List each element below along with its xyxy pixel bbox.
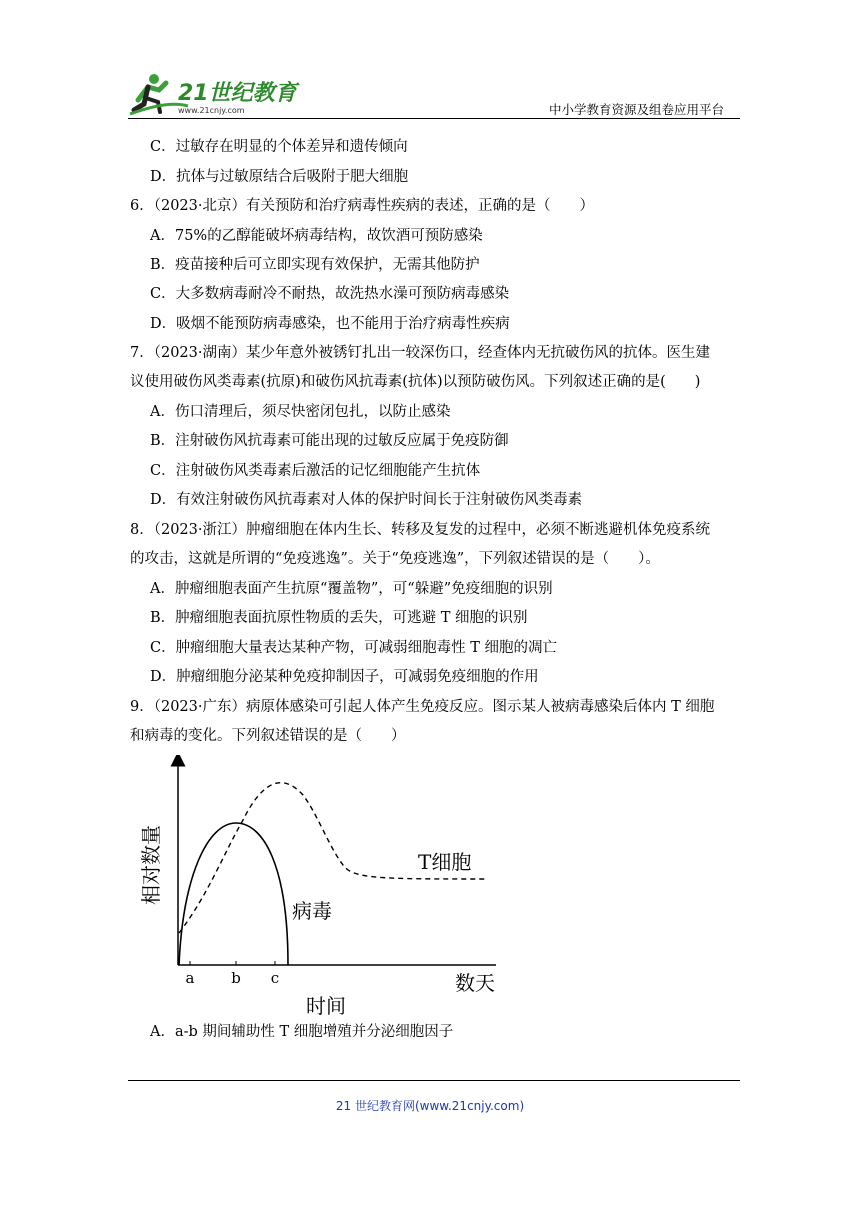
footer-text[interactable]: 21 世纪教育网(www.21cnjy.com) <box>335 1099 525 1113</box>
q8-option-a: A．肿瘤细胞表面产生抗原“覆盖物”，可“躲避”免疫细胞的识别 <box>150 581 553 597</box>
tick-label-c: c <box>270 969 280 987</box>
q8-stem-line1: 8．（2023·浙江）肿瘤细胞在体内生长、转移及复发的过程中，必须不断逃避机体免疫系统 <box>130 522 710 538</box>
virus-tcell-chart <box>128 755 528 1025</box>
q6-option-c: C．大多数病毒耐冷不耐热，故洗热水澡可预防病毒感染 <box>150 286 510 302</box>
virus-curve <box>179 823 288 965</box>
q8-option-d: D．肿瘤细胞分泌某种免疫抑制因子，可减弱免疫细胞的作用 <box>150 669 539 685</box>
q8-stem-line2: 的攻击，这就是所谓的“免疫逃逸”。关于“免疫逃逸”，下列叙述错误的是（ ）。 <box>130 551 660 567</box>
q6-option-a: A．75%的乙醇能破坏病毒结构，故饮酒可预防感染 <box>150 228 483 244</box>
y-axis-label: 相对数量 <box>139 825 163 905</box>
page-header <box>128 66 740 118</box>
q7-option-d: D．有效注射破伤风抗毒素对人体的保护时间长于注射破伤风类毒素 <box>150 492 583 508</box>
x-axis-label: 时间 <box>306 994 346 1018</box>
q5-option-d: D．抗体与过敏原结合后吸附于肥大细胞 <box>150 169 409 185</box>
footer-divider <box>128 1080 740 1081</box>
q7-option-a: A．伤口清理后，须尽快密闭包扎，以防止感染 <box>150 404 451 420</box>
tick-label-b: b <box>231 969 241 987</box>
q7-option-b: B．注射破伤风抗毒素可能出现的过敏反应属于免疫防御 <box>150 433 509 449</box>
x-end-label: 数天 <box>455 971 495 995</box>
q7-option-c: C．注射破伤风类毒素后激活的记忆细胞能产生抗体 <box>150 463 481 479</box>
q6-option-d: D．吸烟不能预防病毒感染，也不能用于治疗病毒性疾病 <box>150 316 510 332</box>
q9-stem-line2: 和病毒的变化。下列叙述错误的是（ ） <box>130 728 406 744</box>
q9-stem-line1: 9．（2023·广东）病原体感染可引起人体产生免疫反应。图示某人被病毒感染后体内 T 细胞 <box>130 699 715 715</box>
header-divider <box>128 118 740 119</box>
logo-text: 21世纪教育 <box>178 81 297 106</box>
tick-label-a: a <box>185 969 195 987</box>
q7-stem-line1: 7．（2023·湖南）某少年意外被锈钉扎出一较深伤口，经查体内无抗破伤风的抗体。医生建 <box>130 345 710 361</box>
series-label-virus: 病毒 <box>292 899 332 923</box>
logo <box>128 70 308 116</box>
q6-stem: 6．（2023·北京）有关预防和治疗病毒性疾病的表述，正确的是（ ） <box>130 198 594 214</box>
q5-option-c: C．过敏存在明显的个体差异和遗传倾向 <box>150 139 408 155</box>
q6-option-b: B．疫苗接种后可立即实现有效保护，无需其他防护 <box>150 257 480 273</box>
series-label-t-cell: T细胞 <box>418 850 472 874</box>
logo-url: www.21cnjy.com <box>178 106 245 115</box>
q8-option-c: C．肿瘤细胞大量表达某种产物，可减弱细胞毒性 T 细胞的凋亡 <box>150 640 557 656</box>
q8-option-b: B．肿瘤细胞表面抗原性物质的丢失，可逃避 T 细胞的识别 <box>150 610 528 626</box>
q9-option-a: A．a-b 期间辅助性 T 细胞增殖并分泌细胞因子 <box>150 1024 454 1040</box>
q7-stem-line2: 议使用破伤风类毒素(抗原)和破伤风抗毒素(抗体)以预防破伤风。下列叙述正确的是( ) <box>130 374 701 390</box>
header-platform-name: 中小学教育资源及组卷应用平台 <box>548 102 724 117</box>
